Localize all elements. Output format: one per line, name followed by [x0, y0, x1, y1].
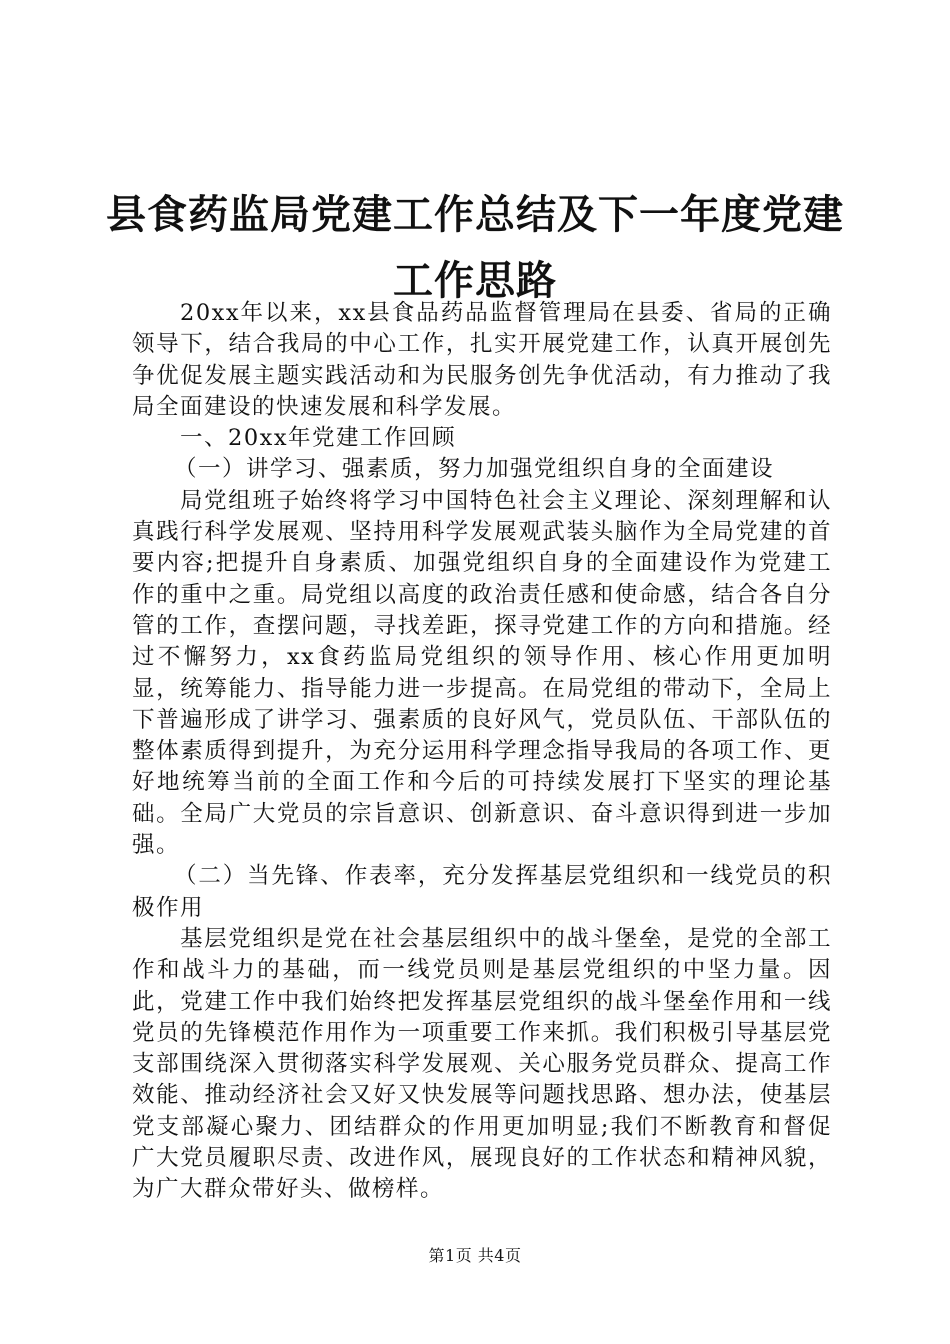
- page-footer: 第1页 共4页: [428, 1246, 522, 1265]
- body-paragraph-1: 局党组班子始终将学习中国特色社会主义理论、深刻理解和认真践行科学发展观、坚持用科学发展观武装头脑作为全局党建的首要内容;把提升自身素质、加强党组织自身的全面建设作为党建工作的重中之重。局党组以高度的政治责任感和使命感，结合各自分管的工作，查摆问题，寻找差距，探寻党建工作的方向和措施。经过不懈努力，xx食药监局党组织的领导作用、核心作用更加明显，统筹能力、指导能力进一步提高。在局党组的带动下，全局上下普遍形成了讲学习、强素质的良好风气，党员队伍、干部队伍的整体素质得到提升，为充分运用科学理念指导我局的各项工作、更好地统筹当前的全面工作和今后的可持续发展打下坚实的理论基础。全局广大党员的宗旨意识、创新意识、奋斗意识得到进一步加强。: [132, 487, 832, 859]
- document-title: 县食药监局党建工作总结及下一年度党建工作思路: [106, 191, 844, 304]
- intro-paragraph: 20xx年以来，xx县食品药品监督管理局在县委、省局的正确领导下，结合我局的中心工作，扎实开展党建工作，认真开展创先争优促发展主题实践活动和为民服务创先争优活动，有力推动了我局全面建设的快速发展和科学发展。: [132, 300, 832, 420]
- subsection-heading-2: （二）当先锋、作表率，充分发挥基层党组织和一线党员的积极作用: [132, 863, 832, 921]
- subsection-heading-1: （一）讲学习、强素质，努力加强党组织自身的全面建设: [174, 456, 775, 483]
- body-paragraph-2: 基层党组织是党在社会基层组织中的战斗堡垒，是党的全部工作和战斗力的基础，而一线党员则是基层党组织的中坚力量。因此，党建工作中我们始终把发挥基层党组织的战斗堡垒作用和一线党员的先锋模范作用作为一项重要工作来抓。我们积极引导基层党支部围绕深入贯彻落实科学发展观、关心服务党员群众、提高工作效能、推动经济社会又好又快发展等问题找思路、想办法，使基层党支部凝心聚力、团结群众的作用更加明显;我们不断教育和督促广大党员履职尽责、改进作风，展现良好的工作状态和精神风貌，为广大群众带好头、做榜样。: [132, 925, 832, 1203]
- document-body: [132, 298, 832, 1206]
- section-heading: 一、20xx年党建工作回顾: [180, 425, 457, 452]
